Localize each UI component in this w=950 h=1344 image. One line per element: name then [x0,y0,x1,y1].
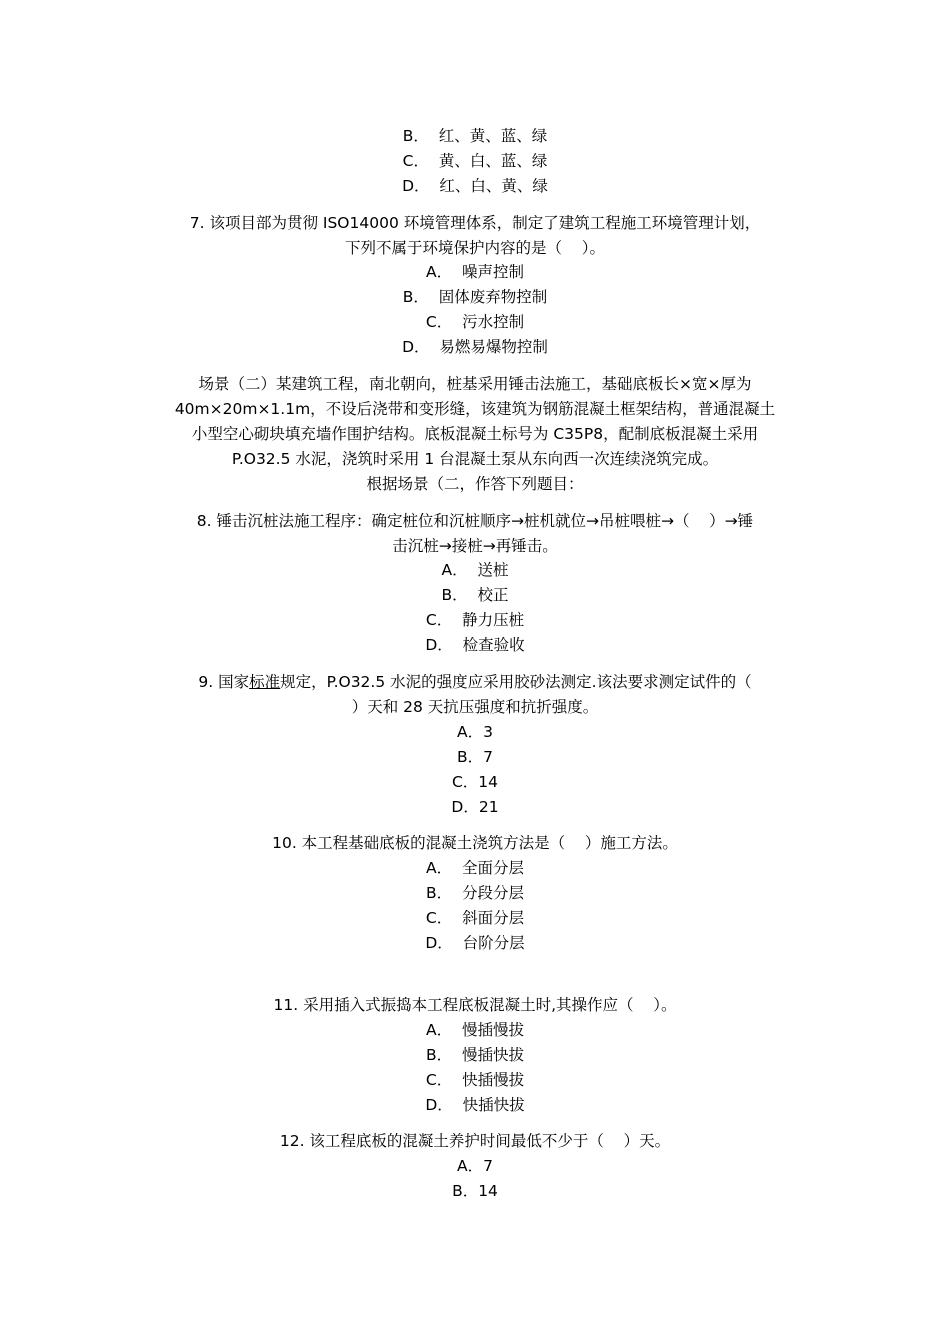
q10-option-b: B． 分段分层 [426,884,524,902]
q12-option-b: B．14 [452,1182,498,1200]
q10-option-d: D． 台阶分层 [425,934,525,952]
q6-option-b: B． 红、黄、蓝、绿 [402,127,548,145]
q9-option-b: B．7 [457,748,493,766]
scenario2-instruction: 根据场景（二，作答下列题目： [366,475,584,493]
q10-option-c: C． 斜面分层 [425,909,525,927]
q8-option-a: A． 送桩 [441,561,509,579]
q9-stem-rest: 规定，P.O32.5 水泥的强度应采用胶砂法测定.该法要求测定试件的（ [280,673,752,691]
scenario2-line3: 小型空心砌块填充墙作围护结构。底板混凝土标号为 C35P8，配制底板混凝土采用 [191,425,759,443]
q9-option-a: A．3 [457,723,493,741]
q7-option-c: C． 污水控制 [425,313,525,331]
q10-option-a: A． 全面分层 [426,859,524,877]
q9-stem-prefix: 9. 国家 [198,673,250,691]
q11-option-a: A． 慢插慢拔 [426,1021,524,1039]
q7-option-d: D． 易燃易爆物控制 [402,338,548,356]
q11-stem: 11. 采用插入式振捣本工程底板混凝土时,其操作应（ ）。 [273,996,677,1014]
q9-option-d: D．21 [451,798,499,816]
q6-option-d: D． 红、白、黄、绿 [402,177,548,195]
q9-stem-line1 [0,670,950,694]
q7-stem-line1: 7. 该项目部为贯彻 ISO14000 环境管理体系，制定了建筑工程施工环境管理计划， [189,214,761,232]
q8-option-d: D． 检查验收 [425,636,525,654]
q8-option-b: B． 校正 [441,586,509,604]
q8-option-c: C． 静力压桩 [425,611,525,629]
q7-stem-line2: 下列不属于环境保护内容的是（ ）。 [345,239,605,257]
q9-option-c: C．14 [451,773,499,791]
standard-link-text: 标准 [249,673,281,691]
q6-option-c: C． 黄、白、蓝、绿 [402,152,548,170]
q10-stem: 10. 本工程基础底板的混凝土浇筑方法是（ ）施工方法。 [272,834,678,852]
q7-option-b: B． 固体废弃物控制 [402,288,548,306]
q7-option-a: A． 噪声控制 [426,263,524,281]
scenario2-line2: 40m×20m×1.1m，不设后浇带和变形缝，该建筑为钢筋混凝土框架结构，普通混凝土 [174,400,776,418]
scenario2-line1: 场景（二）某建筑工程，南北朝向，桩基采用锤击法施工，基础底板长×宽×厚为 [198,375,752,393]
q11-option-c: C． 快插慢拔 [425,1071,525,1089]
q12-stem: 12. 该工程底板的混凝土养护时间最低不少于（ ）天。 [279,1132,671,1150]
q8-stem-line1: 8. 锤击沉桩法施工程序：确定桩位和沉桩顺序→桩机就位→吊桩喂桩→（ ）→锤 [196,512,754,530]
q11-option-d: D． 快插快拔 [425,1096,525,1114]
q9-stem-line2: ）天和 28 天抗压强度和抗折强度。 [351,698,599,716]
scenario2-line4: P.O32.5 水泥，浇筑时采用 1 台混凝土泵从东向西一次连续浇筑完成。 [231,450,719,468]
q8-stem-line2: 击沉桩→接桩→再锤击。 [392,537,558,555]
q12-option-a: A．7 [457,1157,493,1175]
q11-option-b: B． 慢插快拔 [426,1046,524,1064]
